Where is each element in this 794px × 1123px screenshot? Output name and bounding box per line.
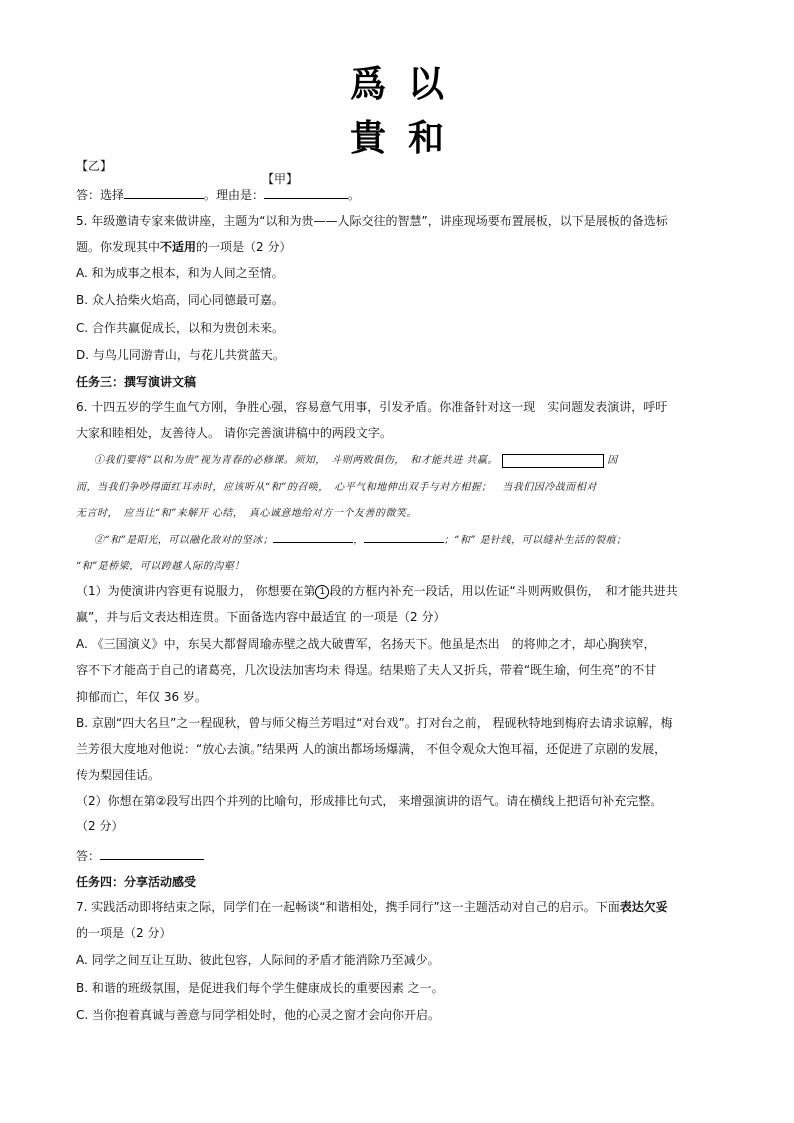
task4-title: 任务四：分享活动感受 bbox=[76, 875, 197, 889]
q5-option-b: B. 众人拾柴火焰高，同心同德最可嘉。 bbox=[76, 293, 284, 307]
q6-option-a-line3: 抑郁而亡，年仅 36 岁。 bbox=[76, 690, 207, 704]
q6-para1-line3: 无言时， 应当让“和”来解开 心结， 真心诚意地给对方一个友善的微笑。 bbox=[76, 508, 417, 519]
answer-label: 答： bbox=[76, 849, 101, 863]
task3-title: 任务三：撰写演讲文稿 bbox=[76, 375, 197, 389]
q6-stem-line2: 大家和睦相处，友善待人。 请你完善演讲稿中的两段文字。 bbox=[76, 426, 392, 440]
q5-option-a: A. 和为成事之根本，和为人间之至情。 bbox=[76, 266, 284, 280]
q5-stem-text: 题。你发现其中 bbox=[76, 240, 161, 254]
label-jia: 【甲】 bbox=[262, 172, 299, 186]
q5-emphasis: 不适用 bbox=[160, 240, 197, 254]
q6-para1-line1 bbox=[94, 451, 618, 468]
q7-option-b: B. 和谐的班级氛围，是促进我们每个学生健康成长的重要因素 之一。 bbox=[76, 981, 444, 995]
q6-sub2-line2: （2 分） bbox=[76, 819, 124, 833]
q7-stem-text: 7. 实践活动即将结束之际，同学们在一起畅谈“和谐相处，携手同行”这一主题活动对自己的启示。下面 bbox=[76, 900, 620, 914]
q6-option-b-line1: B. 京剧“四大名旦”之一程砚秋，曾与师父梅兰芳唱过“对台戏”。打对台之前， 程砚秋特地到梅府去请求谅解，梅 bbox=[76, 716, 673, 730]
para2-blank-1[interactable] bbox=[273, 530, 353, 543]
para2-blank-2[interactable] bbox=[364, 530, 444, 543]
q6-option-b-line2: 兰芳很大度地对他说：“放心去演。”结果两 人的演出都场场爆满， 不但令观众大饱耳福，还促进了京剧的发展， bbox=[76, 742, 667, 756]
para2-text-tail: ；“和” 是针线，可以缝补生活的裂痕； bbox=[443, 535, 627, 546]
para1-text: ①我们要将“以和为贵”视为青春的必修课。须知， 斗则两败俱伤， 和才能共进 共赢。 bbox=[94, 455, 498, 466]
q6-stem-line1: 6. 十四五岁的学生血气方刚，争胜心强，容易意气用事，引发矛盾。你准备针对这一现 实问题发表演讲，呼吁 bbox=[76, 400, 668, 414]
para1-text-tail: 因 bbox=[607, 455, 618, 466]
q6-para2-line1 bbox=[94, 530, 627, 546]
answer-line bbox=[76, 186, 360, 203]
q6-para2-line2: “和”是桥梁，可以跨越人际的沟壑！ bbox=[76, 561, 245, 572]
q5-stem-line1: 5. 年级邀请专家来做讲座，主题为“以和为贵——人际交往的智慧”，讲座现场要布置展板，以下是展板的备选标 bbox=[76, 214, 668, 228]
sub1-text: （1）为使演讲内容更有说服力， 你想要在第 bbox=[76, 584, 316, 598]
label-yi: 【乙】 bbox=[76, 159, 113, 173]
q6-answer-blank[interactable] bbox=[100, 847, 204, 860]
q6-para1-line2: 而，当我们争吵得面红耳赤时，应该听从“和”的召唤， 心平气和地伸出双手与对方相握； 当我们因冷战而相对 bbox=[76, 482, 597, 493]
q6-sub1-line1 bbox=[76, 583, 678, 599]
q6-sub2-line1: （2）你想在第②段写出四个并列的比喻句，形成排比句式， 来增强演讲的语气。请在横线上把语句补充完整。 bbox=[76, 794, 663, 808]
answer-prefix: 答：选择 bbox=[76, 188, 125, 202]
q7-emphasis: 表达欠妥 bbox=[619, 900, 668, 914]
circled-number: 1 bbox=[315, 585, 329, 599]
answer-suffix: 。 bbox=[348, 188, 361, 202]
q5-stem-tail: 的一项是（2 分） bbox=[196, 240, 292, 254]
q6-option-b-line3: 传为梨园佳话。 bbox=[76, 768, 161, 782]
q6-sub1-line2: 赢”，并与后文表达相连贯。下面备选内容中最适宜 的一项是（2 分） bbox=[76, 610, 446, 624]
answer-middle: 。理由是： bbox=[204, 188, 265, 202]
para1-fill-box[interactable] bbox=[502, 454, 604, 468]
q5-option-c: C. 合作共赢促成长，以和为贵创未来。 bbox=[76, 321, 285, 335]
q7-option-a: A. 同学之间互让互助、彼此包容，人际间的矛盾才能消除乃至减少。 bbox=[76, 953, 440, 967]
answer-blank-choice[interactable] bbox=[124, 186, 204, 199]
answer-blank-reason[interactable] bbox=[264, 186, 348, 199]
para2-text: ②“和”是阳光，可以融化敌对的坚冰； bbox=[94, 535, 274, 546]
q6-option-a-line1: A. 《三国演义》中，东吴大都督周瑜赤壁之战大破曹军，名扬天下。他虽是杰出 的将帅之才，却心胸狭窄， bbox=[76, 637, 656, 651]
q5-stem-line2 bbox=[76, 239, 291, 255]
q7-stem-line2: 的一项是（2 分） bbox=[76, 926, 172, 940]
calligraphy-top: 爲以 bbox=[350, 63, 467, 105]
q5-option-d: D. 与鸟儿同游青山，与花儿共赏蓝天。 bbox=[76, 348, 285, 362]
calligraphy-bottom: 貴和 bbox=[350, 117, 467, 159]
sub1-text-tail: 段的方框内补充一段话，用以佐证“斗则两败俱伤， 和才能共进共 bbox=[329, 584, 678, 598]
q7-stem-line1 bbox=[76, 899, 668, 915]
para2-comma: ， bbox=[353, 535, 364, 546]
q7-option-c: C. 当你抱着真诚与善意与同学相处时，他的心灵之窗才会向你开启。 bbox=[76, 1008, 441, 1022]
q6-answer-line bbox=[76, 847, 204, 864]
q6-option-a-line2: 容不下才能高于自己的诸葛亮，几次设法加害均未 得逞。结果赔了夫人又折兵，带着“既生瑜，何生亮”的不甘 bbox=[76, 663, 657, 677]
